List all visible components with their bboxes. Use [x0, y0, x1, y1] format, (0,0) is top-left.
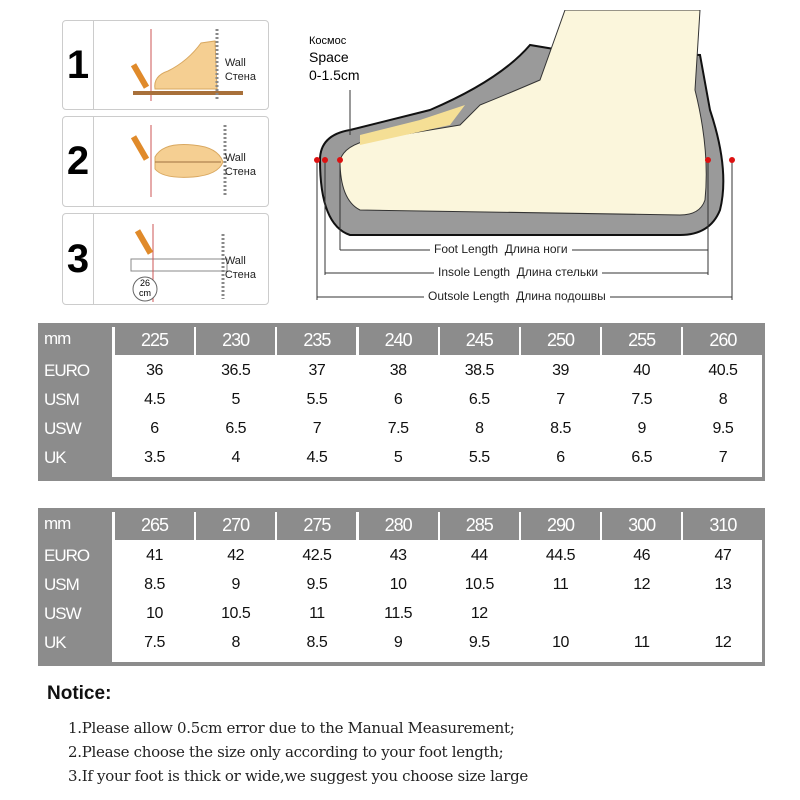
- size-cell: 6.5: [225, 420, 247, 437]
- row-label: USW: [44, 604, 81, 623]
- size-cell: 9: [637, 420, 646, 437]
- size-cell: 10.5: [464, 576, 494, 593]
- header-cell-mm: 255: [602, 326, 681, 355]
- size-cell: 37: [308, 362, 326, 379]
- size-cell: 6: [393, 391, 403, 408]
- size-cell: 41: [146, 547, 163, 564]
- size-cell: 4.5: [306, 449, 328, 466]
- size-cell: 40: [633, 362, 651, 379]
- header-cell-mm: 235: [277, 326, 356, 355]
- size-cell: 7: [718, 449, 728, 466]
- size-cell: 38: [389, 362, 407, 379]
- size-cell: 6: [556, 449, 565, 466]
- space-range: 0-1.5cm: [309, 67, 360, 83]
- header-cell-mm: 290: [521, 511, 600, 540]
- insole-length-label-ru: Длина стельки: [516, 265, 599, 279]
- foot-length-label: Foot Length: [434, 242, 499, 256]
- size-cell: 7.5: [144, 634, 165, 651]
- wall-label: Wall: [224, 255, 246, 267]
- ruler-unit: cm: [139, 288, 151, 298]
- header-cell-mm: 245: [440, 326, 519, 355]
- space-label-ru: Космос: [309, 35, 347, 47]
- row-label: UK: [44, 448, 66, 467]
- size-cell: 11: [552, 576, 569, 593]
- row-label: EURO: [44, 361, 90, 380]
- size-cell: 8.5: [144, 576, 165, 593]
- row-label: mm: [44, 329, 71, 348]
- outsole-length-label: Outsole Length: [428, 289, 510, 303]
- size-cell: 8.5: [306, 634, 328, 651]
- size-cell: 47: [714, 547, 732, 564]
- size-cell: 12: [633, 576, 651, 593]
- size-cell: 11: [309, 605, 325, 622]
- step-2-panel: [62, 116, 269, 207]
- size-cell: 7.5: [631, 391, 653, 408]
- ruler-illustration: [93, 214, 243, 304]
- size-cell: 8: [475, 420, 484, 437]
- header-cell-mm: 300: [602, 511, 681, 540]
- header-cell-mm: 250: [521, 326, 600, 355]
- size-cell: 42: [227, 547, 245, 564]
- size-cell: 9: [231, 576, 240, 593]
- step-number: 2: [63, 117, 94, 206]
- size-cell: 5: [231, 391, 240, 408]
- foot-length-label-ru: Длина ноги: [504, 242, 568, 256]
- size-cell: 44.5: [545, 547, 576, 564]
- size-cell: 7.5: [387, 420, 409, 437]
- size-cell: 7: [556, 391, 565, 408]
- size-cell: 44: [470, 547, 488, 564]
- space-label: Space: [309, 49, 349, 65]
- step-3-panel: [62, 213, 269, 305]
- wall-label-ru: Стена: [224, 166, 256, 178]
- size-cell: 10: [552, 634, 569, 651]
- size-cell: 42.5: [302, 547, 332, 564]
- notice-line: 1.Please allow 0.5cm error due to the Manual Measurement;: [68, 719, 515, 737]
- size-cell: 39: [552, 362, 569, 379]
- size-cell: 6: [150, 420, 159, 437]
- header-cell-mm: 260: [683, 326, 762, 355]
- size-cell: 10: [389, 576, 407, 593]
- size-cell: 6.5: [468, 391, 490, 408]
- size-table-2: [38, 508, 765, 666]
- row-label: UK: [44, 633, 66, 652]
- size-cell: 46: [633, 547, 651, 564]
- row-label: EURO: [44, 546, 90, 565]
- header-cell-mm: 310: [683, 511, 762, 540]
- size-cell: 9: [393, 634, 403, 651]
- size-cell: 10.5: [221, 605, 251, 622]
- notice-line: 3.If your foot is thick or wide,we suggest you choose size large: [68, 767, 528, 785]
- header-cell-mm: 230: [196, 326, 275, 355]
- size-cell: 8.5: [550, 420, 571, 437]
- wall-label-ru: Стена: [224, 269, 256, 281]
- size-cell: 12: [470, 605, 488, 622]
- size-cell: 12: [714, 634, 732, 651]
- size-cell: 10: [146, 605, 163, 622]
- foot-top-illustration: [93, 117, 243, 206]
- step-number: 1: [63, 21, 94, 109]
- size-cell: 5.5: [468, 449, 490, 466]
- size-cell: 43: [389, 547, 407, 564]
- size-cell: 36.5: [221, 362, 251, 379]
- size-cell: 6.5: [631, 449, 653, 466]
- header-cell-mm: 275: [277, 511, 356, 540]
- size-cell: 7: [312, 420, 322, 437]
- size-cell: 3.5: [144, 449, 165, 466]
- size-cell: 4: [231, 449, 240, 466]
- size-cell: 11.5: [384, 605, 413, 622]
- notice-line: 2.Please choose the size only according to your foot length;: [68, 743, 504, 761]
- row-label: USM: [44, 390, 79, 409]
- size-cell: 9.5: [306, 576, 328, 593]
- size-cell: 8: [718, 391, 728, 408]
- size-cell: 9.5: [712, 420, 734, 437]
- header-cell-mm: 270: [196, 511, 275, 540]
- size-table-1: [38, 323, 765, 481]
- row-label: mm: [44, 514, 71, 533]
- header-cell-mm: 280: [359, 511, 438, 540]
- size-cell: 8: [231, 634, 240, 651]
- wall-label: Wall: [224, 57, 246, 69]
- size-cell: 5.5: [306, 391, 328, 408]
- insole-length-label: Insole Length: [438, 265, 511, 279]
- row-label: USM: [44, 575, 79, 594]
- size-cell: 5: [393, 449, 403, 466]
- header-cell-mm: 265: [115, 511, 194, 540]
- foot-side-illustration: [93, 21, 243, 109]
- notice-title: Notice:: [47, 683, 112, 704]
- wall-label-ru: Стена: [224, 71, 256, 83]
- wall-label: Wall: [224, 152, 246, 164]
- size-cell: 4.5: [144, 391, 165, 408]
- size-cell: 13: [714, 576, 732, 593]
- ruler-value: 26: [139, 278, 150, 288]
- row-label: USW: [44, 419, 81, 438]
- header-cell-mm: 240: [359, 326, 438, 355]
- outsole-length-label-ru: Длина подошвы: [516, 289, 606, 303]
- size-cell: 11: [633, 634, 650, 651]
- header-cell-mm: 225: [115, 326, 194, 355]
- header-cell-mm: 285: [440, 511, 519, 540]
- size-cell: 9.5: [468, 634, 490, 651]
- size-cell: 38.5: [464, 362, 494, 379]
- step-number: 3: [63, 214, 94, 304]
- size-cell: 36: [146, 362, 163, 379]
- step-1-panel: [62, 20, 269, 110]
- size-cell: 40.5: [708, 362, 738, 379]
